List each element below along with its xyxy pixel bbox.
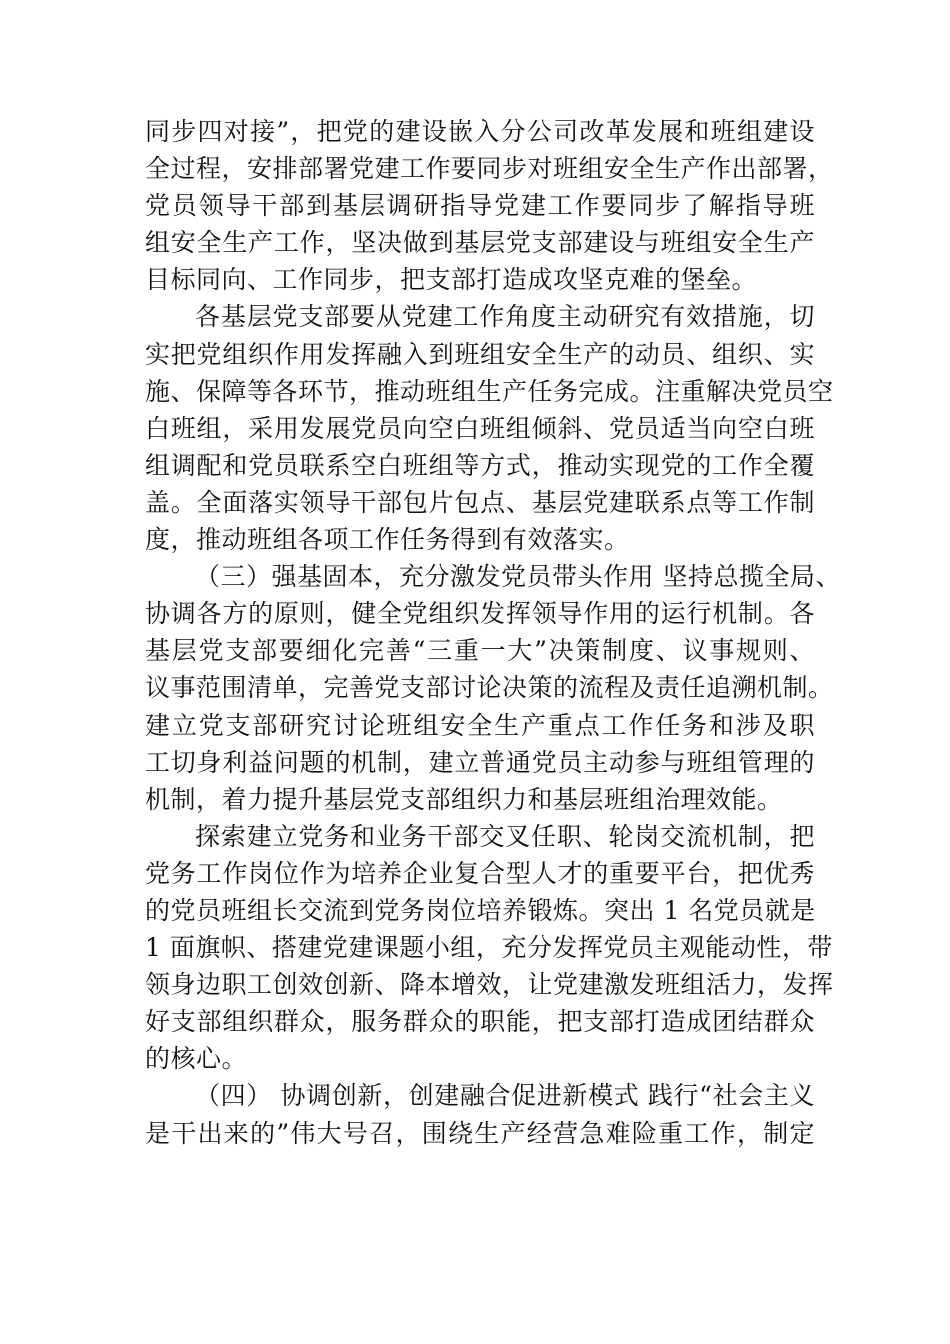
text-line: 同步四对接”，把党的建设嵌入分公司改革发展和班组建设	[145, 117, 815, 146]
text-line: 是干出来的”伟大号召，围绕生产经营急难险重工作，制定	[145, 1118, 815, 1148]
text-line: 的核心。	[145, 1044, 248, 1074]
text-line: 盖。全面落实领导干部包片包点、基层党建联系点等工作制	[145, 487, 815, 517]
text-line: 协调各方的原则，健全党组织发挥领导作用的运行机制。各	[145, 599, 815, 629]
text-line: 探索建立党务和业务干部交叉任职、轮岗交流机制，把	[195, 821, 815, 851]
section-heading-line: （四） 协调创新，创建融合促进新模式 践行“社会主义	[195, 1081, 815, 1111]
text-line: 的党员班组长交流到党务岗位培养锻炼。突出 1 名党员就是	[145, 895, 816, 925]
section-heading-line: （三）强基固本，充分激发党员带头作用 坚持总揽全局、	[195, 562, 841, 592]
text-line: 议事范围清单，完善党支部讨论决策的流程及责任追溯机制。	[145, 673, 834, 703]
text-line: 白班组，采用发展党员向空白班组倾斜、党员适当向空白班	[145, 413, 815, 443]
text-line: 机制，着力提升基层党支部组织力和基层班组治理效能。	[145, 784, 783, 814]
text-line: 各基层党支部要从党建工作角度主动研究有效措施，切	[195, 302, 815, 332]
text-line: 实把党组织作用发挥融入到班组安全生产的动员、组织、实	[145, 339, 815, 369]
paragraph-3	[145, 558, 841, 818]
text-line: 好支部组织群众，服务群众的职能，把支部打造成团结群众	[145, 1007, 815, 1037]
text-line: 工切身利益问题的机制，建立普通党员主动参与班组管理的	[145, 747, 815, 777]
text-line: 施、保障等各环节，推动班组生产任务完成。注重解决党员空	[145, 376, 834, 406]
text-line: 建立党支部研究讨论班组安全生产重点工作任务和涉及职	[145, 710, 815, 740]
document-body	[145, 113, 841, 1152]
text-line: 全过程，安排部署党建工作要同步对班组安全生产作出部署，	[145, 154, 834, 184]
paragraph-4	[145, 818, 834, 1078]
text-line: 领身边职工创效创新、降本增效，让党建激发班组活力，发挥	[145, 970, 834, 1000]
text-line: 党务工作岗位作为培养企业复合型人才的重要平台，把优秀	[145, 858, 815, 888]
text-line: 组调配和党员联系空白班组等方式，推动实现党的工作全覆	[145, 450, 815, 480]
text-line: 目标同向、工作同步，把支部打造成攻坚克难的堡垒。	[145, 265, 758, 295]
paragraph-1	[145, 113, 834, 298]
text-line: 党员领导干部到基层调研指导党建工作要同步了解指导班	[145, 191, 815, 221]
text-line: 组安全生产工作，坚决做到基层党支部建设与班组安全生产	[145, 228, 815, 258]
text-line: 1 面旗帜、搭建党建课题小组，充分发挥党员主观能动性，带	[145, 933, 833, 963]
text-line: 度，推动班组各项工作任务得到有效落实。	[145, 525, 630, 555]
text-line: 基层党支部要细化完善“三重一大”决策制度、议事规则、	[145, 636, 815, 666]
paragraph-2	[145, 298, 834, 558]
paragraph-5	[145, 1077, 815, 1151]
